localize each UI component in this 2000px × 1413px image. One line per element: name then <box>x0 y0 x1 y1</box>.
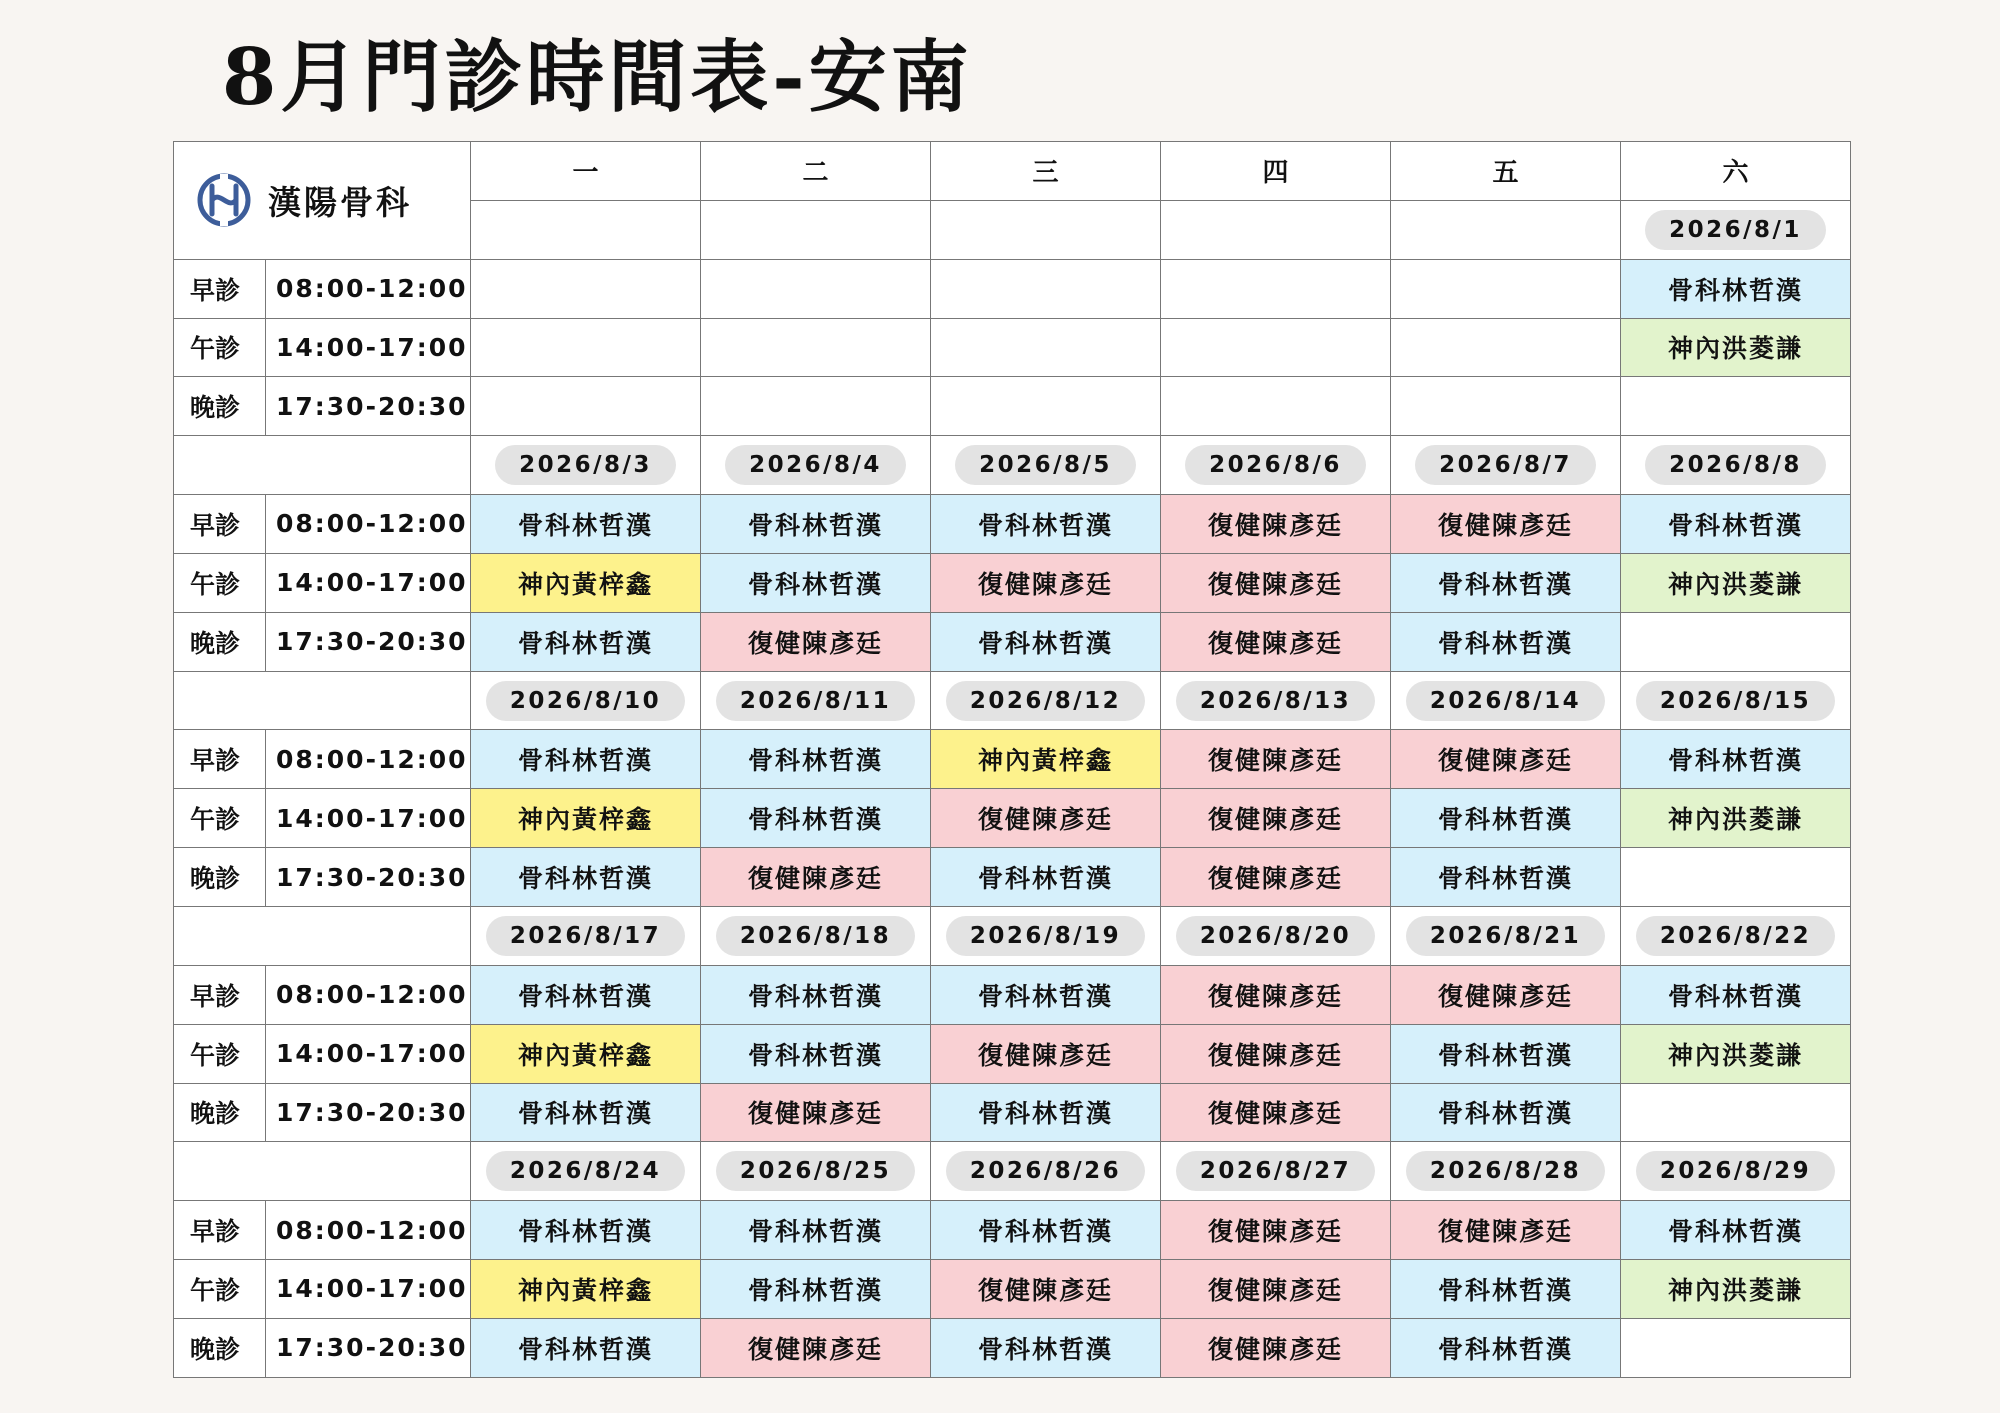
doctor-cell: 骨科林哲漢 <box>931 613 1161 672</box>
date-cell <box>701 672 931 731</box>
doctor-cell: 骨科林哲漢 <box>471 1084 701 1143</box>
doctor-cell: 骨科林哲漢 <box>471 1201 701 1260</box>
doctor-cell <box>1621 1084 1851 1143</box>
doctor-cell <box>1161 319 1391 378</box>
doctor-cell: 骨科林哲漢 <box>1621 730 1851 789</box>
date-cell <box>1161 907 1391 966</box>
slot-time: 08:00-12:00 <box>266 495 471 554</box>
doctor-cell: 復健陳彥廷 <box>931 554 1161 613</box>
weekday-header: 五 <box>1391 142 1621 201</box>
slot-name: 午診 <box>174 1025 266 1084</box>
date-cell <box>1621 672 1851 731</box>
date-pill: 2026/8/11 <box>716 681 915 721</box>
doctor-cell <box>701 319 931 378</box>
date-cell <box>1161 672 1391 731</box>
doctor-cell: 復健陳彥廷 <box>1161 495 1391 554</box>
date-pill: 2026/8/15 <box>1636 681 1835 721</box>
doctor-cell: 神內洪菱謙 <box>1621 1025 1851 1084</box>
slot-name: 晚診 <box>174 848 266 907</box>
weekday-header: 一 <box>471 142 701 201</box>
doctor-cell <box>1161 260 1391 319</box>
doctor-cell: 骨科林哲漢 <box>1391 848 1621 907</box>
doctor-cell <box>931 260 1161 319</box>
doctor-cell: 復健陳彥廷 <box>931 789 1161 848</box>
doctor-cell: 神內洪菱謙 <box>1621 554 1851 613</box>
date-cell <box>931 672 1161 731</box>
date-pill: 2026/8/29 <box>1636 1151 1835 1191</box>
slot-time: 14:00-17:00 <box>266 1260 471 1319</box>
date-pill: 2026/8/6 <box>1185 445 1366 485</box>
doctor-cell <box>1161 377 1391 436</box>
slot-time: 14:00-17:00 <box>266 789 471 848</box>
date-cell <box>471 907 701 966</box>
page-title: 8月門診時間表-安南 <box>222 32 973 123</box>
doctor-cell: 骨科林哲漢 <box>1391 1260 1621 1319</box>
doctor-cell: 骨科林哲漢 <box>701 789 931 848</box>
slot-name: 早診 <box>174 260 266 319</box>
doctor-cell: 骨科林哲漢 <box>1391 1319 1621 1378</box>
date-cell <box>701 907 931 966</box>
doctor-cell <box>1621 848 1851 907</box>
slot-time: 08:00-12:00 <box>266 260 471 319</box>
slot-time: 14:00-17:00 <box>266 554 471 613</box>
date-pill: 2026/8/8 <box>1645 445 1826 485</box>
date-row-spacer <box>174 436 471 495</box>
doctor-cell <box>931 377 1161 436</box>
doctor-cell <box>471 260 701 319</box>
clinic-name: 漢陽骨科 <box>268 182 412 222</box>
doctor-cell: 神內黃梓鑫 <box>471 1025 701 1084</box>
doctor-cell: 骨科林哲漢 <box>1621 1201 1851 1260</box>
slot-name: 午診 <box>174 789 266 848</box>
doctor-cell: 骨科林哲漢 <box>931 966 1161 1025</box>
date-pill: 2026/8/18 <box>716 916 915 956</box>
slot-name: 午診 <box>174 1260 266 1319</box>
doctor-cell: 骨科林哲漢 <box>1391 789 1621 848</box>
weekday-header: 三 <box>931 142 1161 201</box>
slot-time: 17:30-20:30 <box>266 1319 471 1378</box>
doctor-cell: 骨科林哲漢 <box>471 966 701 1025</box>
doctor-cell <box>1391 260 1621 319</box>
doctor-cell: 復健陳彥廷 <box>1391 1201 1621 1260</box>
doctor-cell: 骨科林哲漢 <box>931 495 1161 554</box>
doctor-cell: 神內洪菱謙 <box>1621 789 1851 848</box>
date-cell <box>931 1142 1161 1201</box>
date-cell <box>1391 672 1621 731</box>
doctor-cell: 骨科林哲漢 <box>1621 495 1851 554</box>
doctor-cell: 骨科林哲漢 <box>701 730 931 789</box>
doctor-cell: 復健陳彥廷 <box>1161 1260 1391 1319</box>
doctor-cell <box>701 260 931 319</box>
date-cell <box>1621 907 1851 966</box>
date-row-spacer <box>174 672 471 731</box>
date-cell <box>701 1142 931 1201</box>
doctor-cell: 骨科林哲漢 <box>701 1025 931 1084</box>
hs-logo-icon <box>196 172 252 228</box>
slot-name: 晚診 <box>174 1319 266 1378</box>
doctor-cell <box>1621 1319 1851 1378</box>
slot-name: 午診 <box>174 554 266 613</box>
date-pill: 2026/8/1 <box>1645 210 1826 250</box>
date-row-spacer <box>174 907 471 966</box>
doctor-cell <box>931 319 1161 378</box>
slot-time: 17:30-20:30 <box>266 613 471 672</box>
date-pill: 2026/8/14 <box>1406 681 1605 721</box>
doctor-cell <box>1621 613 1851 672</box>
schedule-grid <box>173 141 1851 1378</box>
doctor-cell: 骨科林哲漢 <box>1621 260 1851 319</box>
doctor-cell <box>471 319 701 378</box>
doctor-cell: 復健陳彥廷 <box>1161 966 1391 1025</box>
date-cell <box>931 201 1161 260</box>
slot-time: 08:00-12:00 <box>266 730 471 789</box>
weekday-header: 六 <box>1621 142 1851 201</box>
doctor-cell: 神內黃梓鑫 <box>471 1260 701 1319</box>
date-cell <box>1391 436 1621 495</box>
doctor-cell: 復健陳彥廷 <box>1161 1084 1391 1143</box>
doctor-cell: 神內洪菱謙 <box>1621 319 1851 378</box>
doctor-cell <box>471 377 701 436</box>
doctor-cell: 復健陳彥廷 <box>701 613 931 672</box>
doctor-cell <box>701 377 931 436</box>
slot-name: 午診 <box>174 319 266 378</box>
doctor-cell: 骨科林哲漢 <box>931 848 1161 907</box>
slot-name: 早診 <box>174 730 266 789</box>
doctor-cell: 復健陳彥廷 <box>1391 966 1621 1025</box>
doctor-cell: 骨科林哲漢 <box>931 1084 1161 1143</box>
clinic-logo <box>174 142 471 260</box>
date-row-spacer <box>174 1142 471 1201</box>
date-cell <box>471 1142 701 1201</box>
doctor-cell <box>1391 377 1621 436</box>
weekday-header: 二 <box>701 142 931 201</box>
doctor-cell: 骨科林哲漢 <box>471 848 701 907</box>
doctor-cell: 復健陳彥廷 <box>1161 1025 1391 1084</box>
doctor-cell: 神內黃梓鑫 <box>931 730 1161 789</box>
doctor-cell: 復健陳彥廷 <box>1391 495 1621 554</box>
date-cell <box>931 436 1161 495</box>
slot-time: 08:00-12:00 <box>266 1201 471 1260</box>
date-pill: 2026/8/10 <box>486 681 685 721</box>
doctor-cell: 復健陳彥廷 <box>701 848 931 907</box>
doctor-cell: 骨科林哲漢 <box>1391 1025 1621 1084</box>
doctor-cell: 骨科林哲漢 <box>701 966 931 1025</box>
slot-name: 晚診 <box>174 1084 266 1143</box>
date-pill: 2026/8/25 <box>716 1151 915 1191</box>
date-pill: 2026/8/4 <box>725 445 906 485</box>
doctor-cell: 復健陳彥廷 <box>1161 848 1391 907</box>
slot-name: 晚診 <box>174 613 266 672</box>
date-cell <box>471 672 701 731</box>
doctor-cell: 骨科林哲漢 <box>1391 613 1621 672</box>
doctor-cell: 骨科林哲漢 <box>1621 966 1851 1025</box>
slot-name: 早診 <box>174 966 266 1025</box>
date-cell <box>1161 201 1391 260</box>
date-pill: 2026/8/19 <box>946 916 1145 956</box>
doctor-cell <box>1621 377 1851 436</box>
doctor-cell: 骨科林哲漢 <box>471 613 701 672</box>
doctor-cell: 復健陳彥廷 <box>1161 554 1391 613</box>
date-cell <box>1621 436 1851 495</box>
doctor-cell: 神內黃梓鑫 <box>471 554 701 613</box>
doctor-cell: 復健陳彥廷 <box>1161 1201 1391 1260</box>
slot-name: 晚診 <box>174 377 266 436</box>
doctor-cell: 神內黃梓鑫 <box>471 789 701 848</box>
doctor-cell: 骨科林哲漢 <box>701 1201 931 1260</box>
slot-time: 17:30-20:30 <box>266 377 471 436</box>
date-cell <box>1391 1142 1621 1201</box>
date-pill: 2026/8/24 <box>486 1151 685 1191</box>
date-pill: 2026/8/21 <box>1406 916 1605 956</box>
date-cell <box>471 201 701 260</box>
date-pill: 2026/8/27 <box>1176 1151 1375 1191</box>
date-pill: 2026/8/22 <box>1636 916 1835 956</box>
date-cell <box>471 436 701 495</box>
date-pill: 2026/8/12 <box>946 681 1145 721</box>
slot-name: 早診 <box>174 495 266 554</box>
doctor-cell: 骨科林哲漢 <box>701 554 931 613</box>
date-cell <box>1621 1142 1851 1201</box>
slot-time: 17:30-20:30 <box>266 1084 471 1143</box>
doctor-cell: 骨科林哲漢 <box>1391 554 1621 613</box>
date-cell <box>931 907 1161 966</box>
doctor-cell: 復健陳彥廷 <box>1161 1319 1391 1378</box>
doctor-cell: 復健陳彥廷 <box>1161 789 1391 848</box>
doctor-cell <box>1391 319 1621 378</box>
doctor-cell: 骨科林哲漢 <box>1391 1084 1621 1143</box>
date-pill: 2026/8/17 <box>486 916 685 956</box>
date-cell <box>1391 907 1621 966</box>
date-cell <box>1161 436 1391 495</box>
slot-time: 08:00-12:00 <box>266 966 471 1025</box>
doctor-cell: 復健陳彥廷 <box>931 1025 1161 1084</box>
doctor-cell: 復健陳彥廷 <box>701 1319 931 1378</box>
doctor-cell: 復健陳彥廷 <box>1391 730 1621 789</box>
date-cell <box>1161 1142 1391 1201</box>
weekday-header: 四 <box>1161 142 1391 201</box>
slot-time: 17:30-20:30 <box>266 848 471 907</box>
date-cell <box>701 436 931 495</box>
slot-time: 14:00-17:00 <box>266 319 471 378</box>
date-cell <box>1621 201 1851 260</box>
doctor-cell: 復健陳彥廷 <box>931 1260 1161 1319</box>
doctor-cell: 骨科林哲漢 <box>471 730 701 789</box>
slot-time: 14:00-17:00 <box>266 1025 471 1084</box>
date-pill: 2026/8/7 <box>1415 445 1596 485</box>
date-pill: 2026/8/20 <box>1176 916 1375 956</box>
doctor-cell: 骨科林哲漢 <box>931 1201 1161 1260</box>
date-cell <box>1391 201 1621 260</box>
doctor-cell: 神內洪菱謙 <box>1621 1260 1851 1319</box>
slot-name: 早診 <box>174 1201 266 1260</box>
doctor-cell: 骨科林哲漢 <box>471 495 701 554</box>
date-pill: 2026/8/5 <box>955 445 1136 485</box>
doctor-cell: 骨科林哲漢 <box>701 1260 931 1319</box>
doctor-cell: 骨科林哲漢 <box>471 1319 701 1378</box>
doctor-cell: 復健陳彥廷 <box>1161 730 1391 789</box>
doctor-cell: 復健陳彥廷 <box>1161 613 1391 672</box>
date-pill: 2026/8/3 <box>495 445 676 485</box>
date-pill: 2026/8/28 <box>1406 1151 1605 1191</box>
date-pill: 2026/8/26 <box>946 1151 1145 1191</box>
date-pill: 2026/8/13 <box>1176 681 1375 721</box>
doctor-cell: 骨科林哲漢 <box>701 495 931 554</box>
date-cell <box>701 201 931 260</box>
doctor-cell: 骨科林哲漢 <box>931 1319 1161 1378</box>
doctor-cell: 復健陳彥廷 <box>701 1084 931 1143</box>
